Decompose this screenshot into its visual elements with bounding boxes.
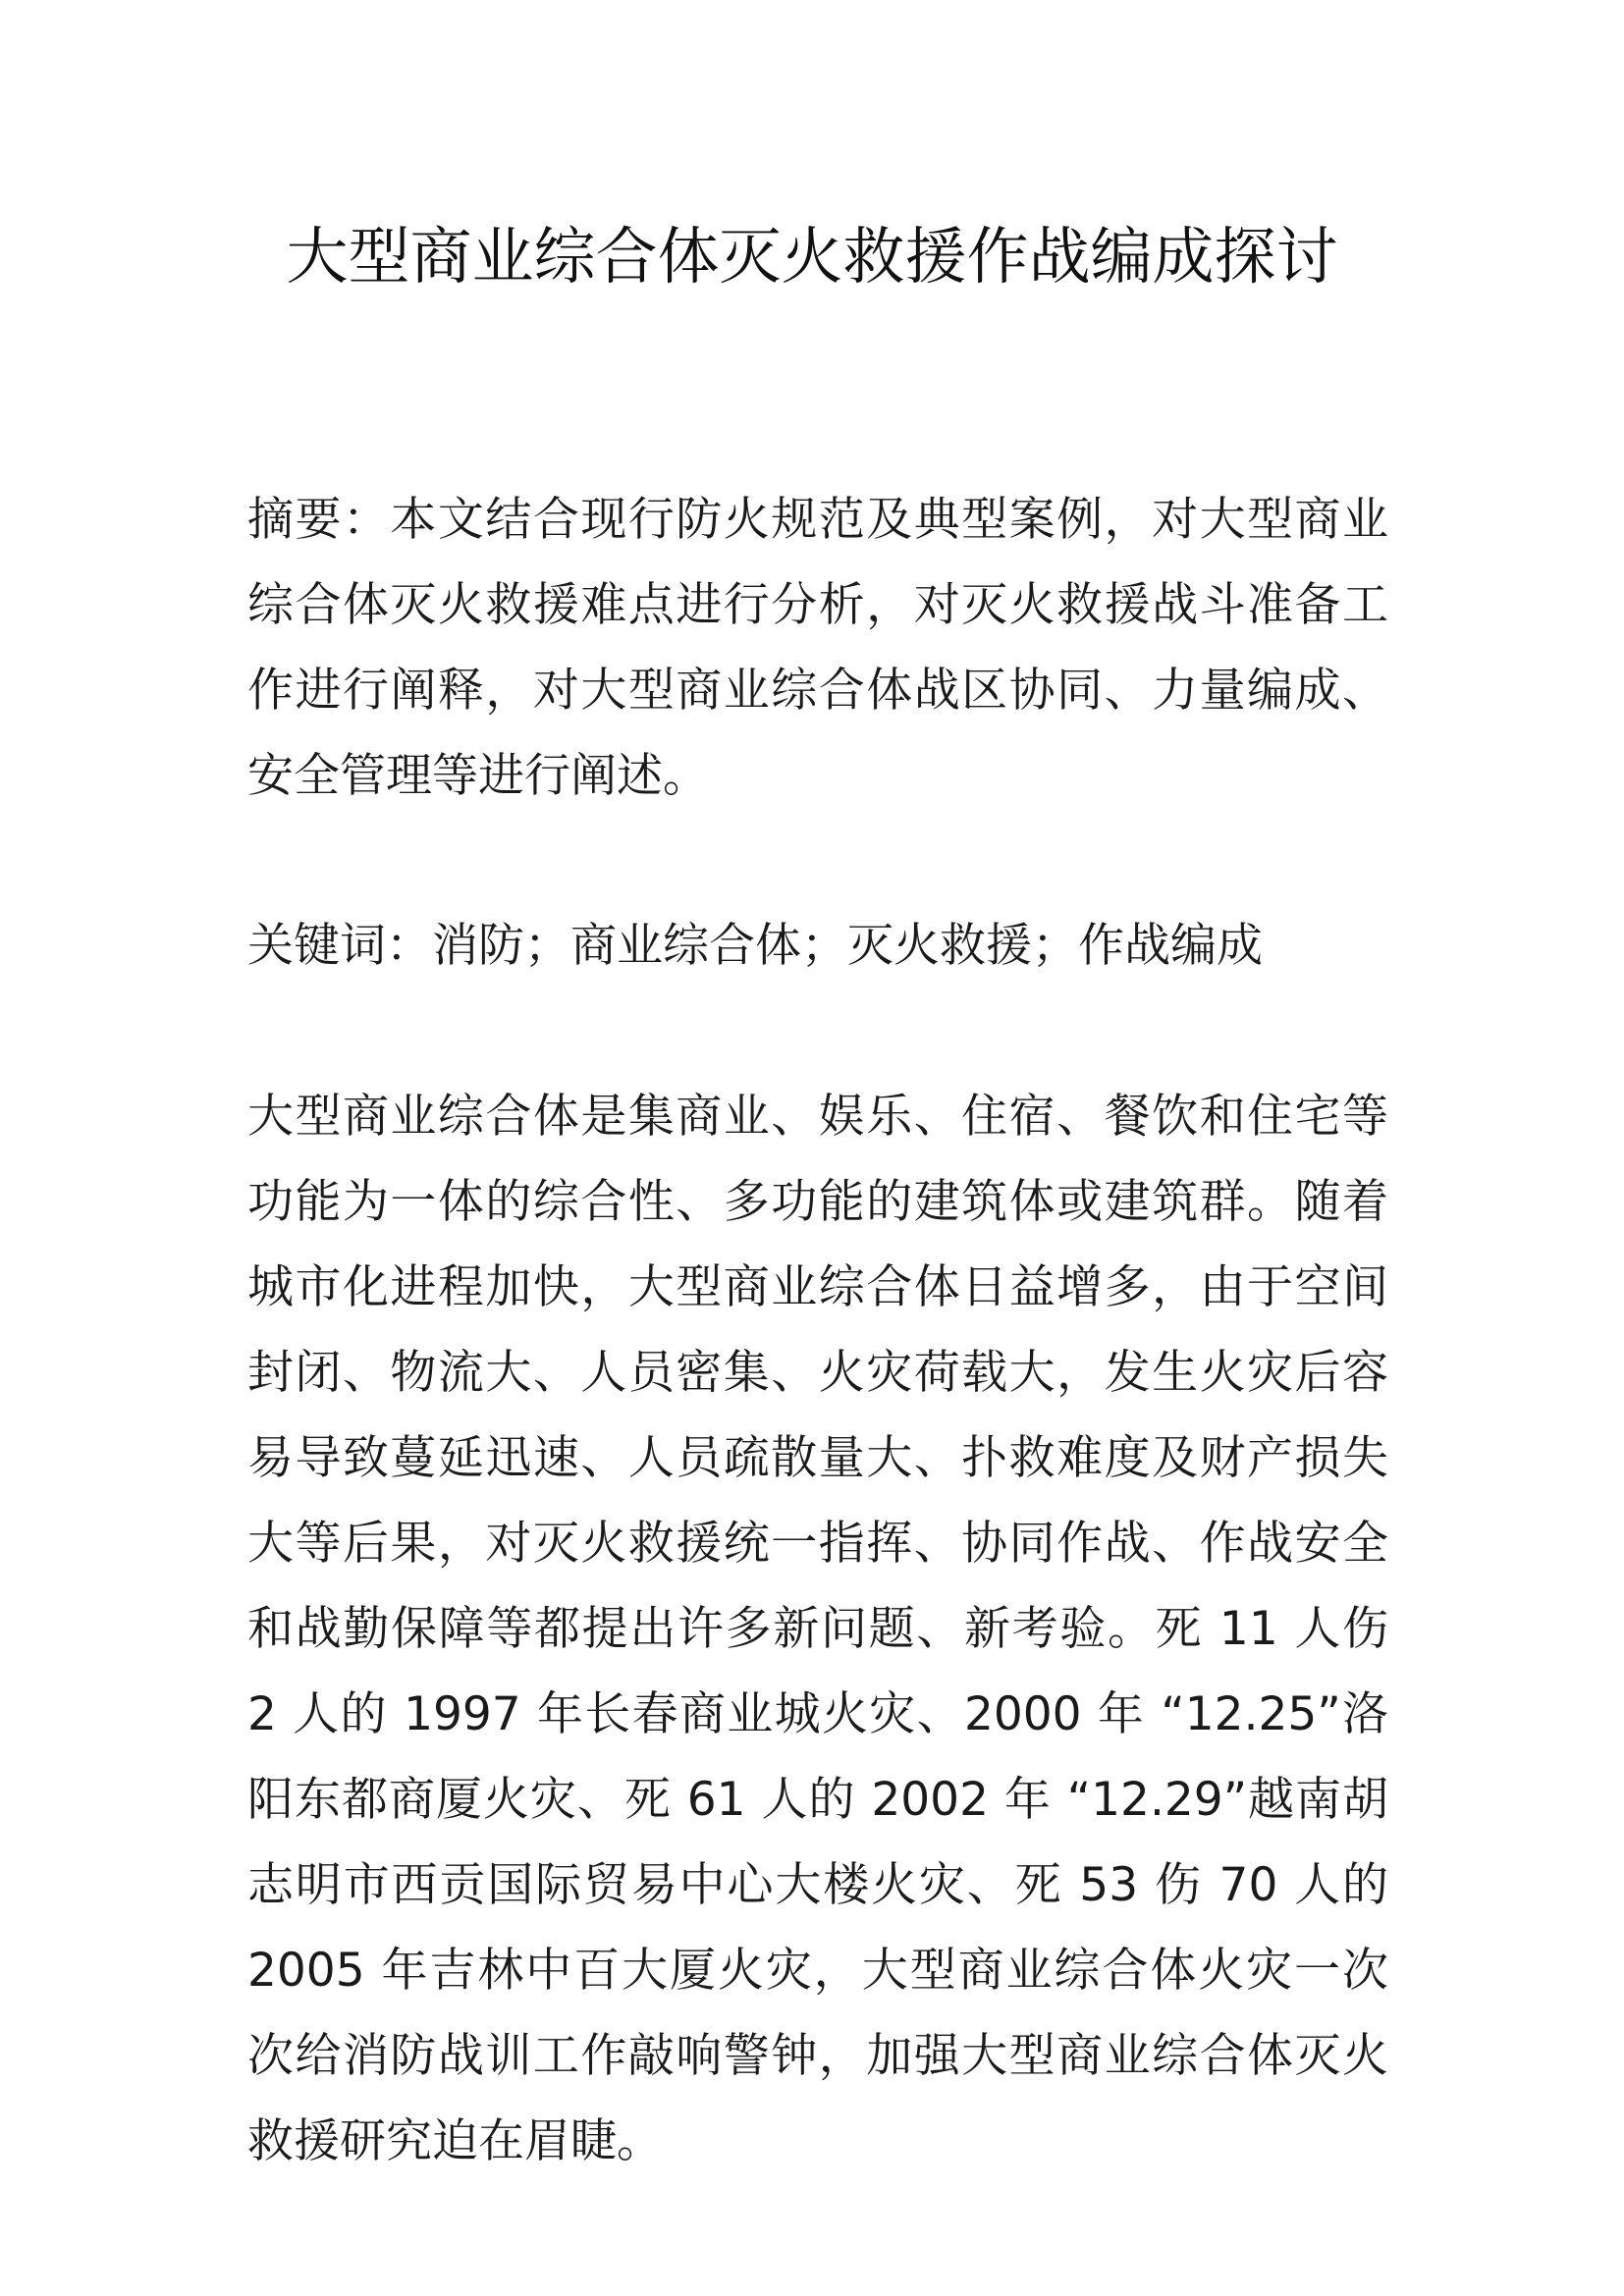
document-title: 大型商业综合体灭火救援作战编成探讨 (286, 221, 1338, 293)
body-paragraph: 大型商业综合体是集商业、娱乐、住宿、餐饮和住宅等功能为一体的综合性、多功能的建筑体或建筑群。随着城市化进程加快，大型商业综合体日益增多，由于空间封闭、物流大、人员密集、火灾荷载大，发生火灾后容易导致蔓延迅速、人员疏散量大、扑救难度及财产损失大等后果，对灭火救援统一指挥、协同作战、作战安全和战勤保障等都提出许多新问题、新考验。死 11 人伤 2 人的 1997 年长春商业城火灾、2000 年 “12.25”洛阳东都商厦火灾、死 61 人的 2002 年 “12.29”越南胡志明市西贡国际贸易中心大楼火灾、死 53 伤 70 人的 2005 年吉林中百大厦火灾，大型商业综合体火灾一次次给消防战训工作敲响警钟，加强大型商业综合体灭火救援研究迫在眉睫。 (247, 1090, 1388, 2168)
abstract-paragraph: 摘要：本文结合现行防火规范及典型案例，对大型商业综合体灭火救援难点进行分析，对灭火救援战斗准备工作进行阐释，对大型商业综合体战区协同、力量编成、安全管理等进行阐述。 (247, 493, 1388, 803)
keywords-line: 关键词：消防；商业综合体；灭火救援；作战编成 (247, 919, 1263, 973)
